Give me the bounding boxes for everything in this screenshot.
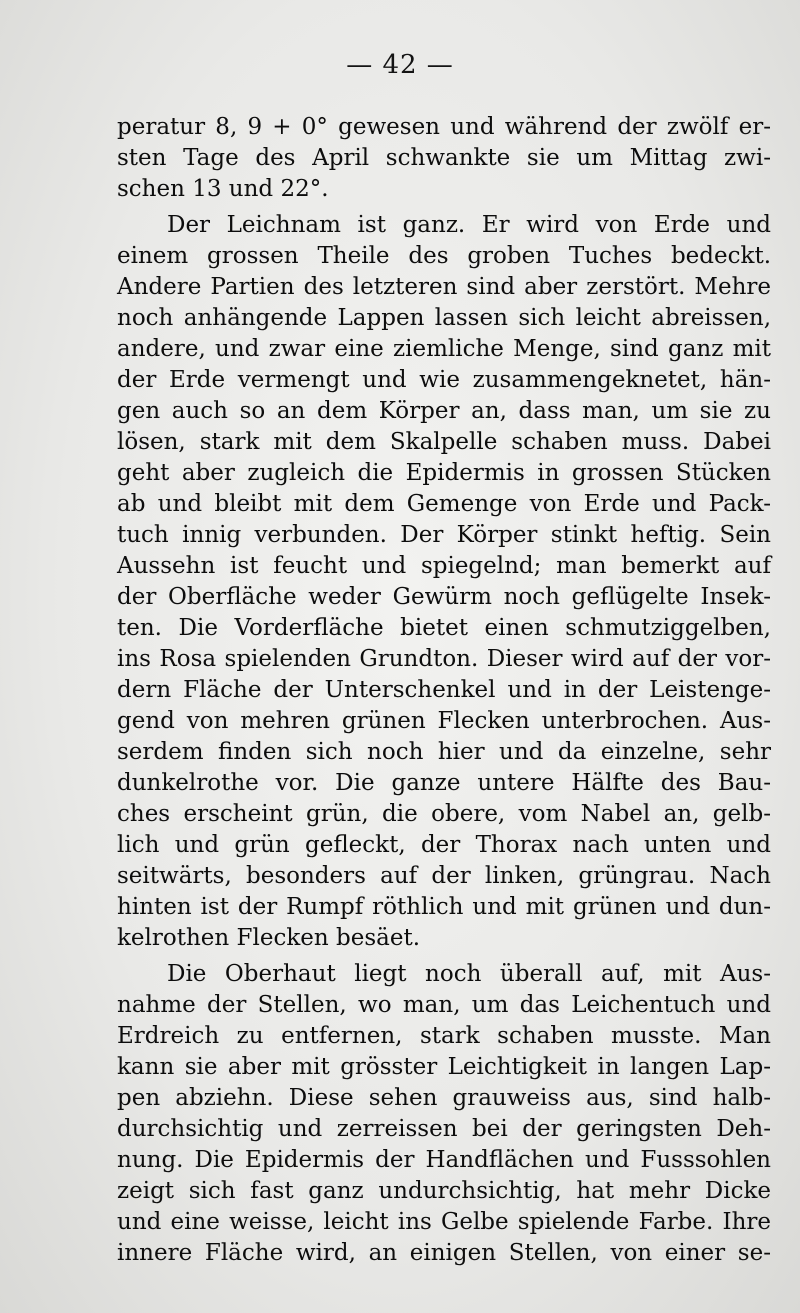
text-line: schen 13 und 22°. bbox=[117, 176, 329, 202]
text-line: ins Rosa spielenden Grundton. Dieser wird auf der vor- bbox=[117, 646, 771, 672]
text-line: peratur 8, 9 + 0° gewesen und während der zwölf er- bbox=[117, 114, 771, 140]
text-line: zeigt sich fast ganz undurchsichtig, hat mehr Dicke bbox=[117, 1178, 771, 1204]
text-line: nahme der Stellen, wo man, um das Leichentuch und bbox=[117, 992, 771, 1018]
text-line: durchsichtig und zerreissen bei der geringsten Deh- bbox=[117, 1116, 771, 1142]
text-line: ab und bleibt mit dem Gemenge von Erde und Pack- bbox=[117, 491, 771, 517]
text-line: ten. Die Vorderfläche bietet einen schmutziggelben, bbox=[117, 615, 771, 641]
text-line: ches erscheint grün, die obere, vom Nabel an, gelb- bbox=[117, 801, 771, 827]
text-line: hinten ist der Rumpf röthlich und mit grünen und dun- bbox=[117, 894, 771, 920]
text-line: und eine weisse, leicht ins Gelbe spielende Farbe. Ihre bbox=[117, 1209, 771, 1235]
text-line: nung. Die Epidermis der Handflächen und Fusssohlen bbox=[117, 1147, 771, 1173]
text-line: dern Fläche der Unterschenkel und in der Leistenge- bbox=[117, 677, 771, 703]
text-line: lösen, stark mit dem Skalpelle schaben muss. Dabei bbox=[117, 429, 771, 455]
text-line: einem grossen Theile des groben Tuches bedeckt. bbox=[117, 243, 771, 269]
body-text bbox=[117, 112, 771, 1269]
text-line: kelrothen Flecken besäet. bbox=[117, 925, 421, 951]
text-line: sten Tage des April schwankte sie um Mittag zwi- bbox=[117, 145, 771, 171]
text-line: lich und grün gefleckt, der Thorax nach unten und bbox=[117, 832, 771, 858]
text-line: gend von mehren grünen Flecken unterbrochen. Aus- bbox=[117, 708, 771, 734]
text-line: andere, und zwar eine ziemliche Menge, sind ganz mit bbox=[117, 336, 771, 362]
text-line: seitwärts, besonders auf der linken, grüngrau. Nach bbox=[117, 863, 771, 889]
text-line: noch anhängende Lappen lassen sich leicht abreissen, bbox=[117, 305, 771, 331]
text-line: geht aber zugleich die Epidermis in grossen Stücken bbox=[117, 460, 771, 486]
text-line: serdem finden sich noch hier und da einzelne, sehr bbox=[117, 739, 771, 765]
text-line: Andere Partien des letzteren sind aber zerstört. Mehre bbox=[117, 274, 771, 300]
text-line: dunkelrothe vor. Die ganze untere Hälfte des Bau- bbox=[117, 770, 771, 796]
text-line: Die Oberhaut liegt noch überall auf, mit Aus- bbox=[167, 961, 771, 987]
text-line: der Oberfläche weder Gewürm noch geflügelte Insek- bbox=[117, 584, 771, 610]
text-line: gen auch so an dem Körper an, dass man, um sie zu bbox=[117, 398, 771, 424]
text-line: innere Fläche wird, an einigen Stellen, von einer se- bbox=[117, 1240, 771, 1266]
text-line: Aussehn ist feucht und spiegelnd; man bemerkt auf bbox=[117, 553, 771, 579]
text-line: pen abziehn. Diese sehen grauweiss aus, sind halb- bbox=[117, 1085, 771, 1111]
text-line: Erdreich zu entfernen, stark schaben musste. Man bbox=[117, 1023, 771, 1049]
text-line: der Erde vermengt und wie zusammengeknetet, hän- bbox=[117, 367, 771, 393]
text-line: Der Leichnam ist ganz. Er wird von Erde und bbox=[167, 212, 771, 238]
text-line: tuch innig verbunden. Der Körper stinkt heftig. Sein bbox=[117, 522, 771, 548]
text-line: kann sie aber mit grösster Leichtigkeit in langen Lap- bbox=[117, 1054, 771, 1080]
page-number: — 42 — bbox=[346, 50, 454, 80]
